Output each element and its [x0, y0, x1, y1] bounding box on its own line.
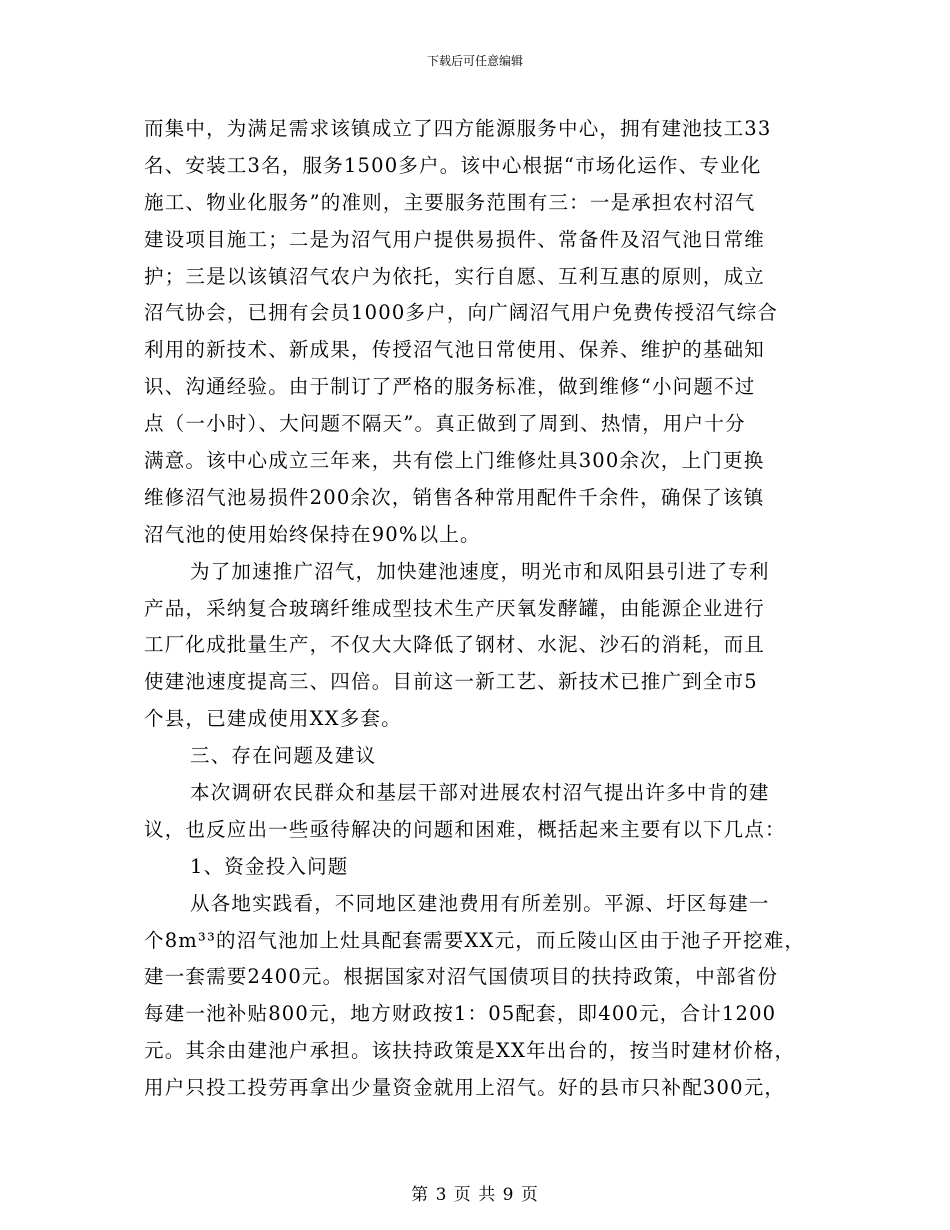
text-line: 使建池速度提高三、四倍。目前这一新工艺、新技术已推广到全市5	[144, 670, 758, 694]
text-line: 个8m³³的沼气池加上灶具配套需要XX元，而丘陵山区由于池子开挖难，	[144, 928, 806, 952]
text-line: 满意。该中心成立三年来，共有偿上门维修灶具300余次，上门更换	[144, 449, 765, 473]
paragraph-start-line: 本次调研农民群众和基层干部对进展农村沼气提出许多中肯的建	[190, 781, 770, 805]
text-line: 每建一池补贴800元，地方财政按1：05配套，即400元，合计1200	[144, 1002, 777, 1026]
text-line: 维修沼气池易损件200余次，销售各种常用配件千余件，确保了该镇	[144, 485, 765, 509]
subsection-heading: 1、资金投入问题	[190, 854, 349, 878]
text-line: 而集中，为满足需求该镇成立了四方能源服务中心，拥有建池技工33	[144, 117, 772, 140]
text-line: 议，也反应出一些亟待解决的问题和困难，概括起来主要有以下几点：	[144, 817, 786, 841]
text-line: 沼气池的使用始终保持在90%以上。	[144, 522, 481, 546]
paragraph-start-line: 为了加速推广沼气，加快建池速度，明光市和凤阳县引进了专利	[190, 559, 770, 583]
text-line: 施工、物业化服务”的准则，主要服务范围有三：一是承担农村沼气	[144, 190, 756, 214]
text-line: 用户只投工投劳再拿出少量资金就用上沼气。好的县市只补配300元，	[144, 1076, 786, 1100]
text-line: 点（一小时）、大问题不隔天”。真正做到了周到、热情，用户十分	[144, 412, 746, 436]
text-line: 护；三是以该镇沼气农户为依托，实行自愿、互利互惠的原则，成立	[144, 264, 766, 288]
text-line: 识、沟通经验。由于制订了严格的服务标准，做到维修“小问题不过	[144, 375, 756, 399]
section-heading: 三、存在问题及建议	[190, 744, 377, 768]
text-line: 个县，已建成使用XX多套。	[144, 707, 402, 731]
header-note: 下载后可任意编辑	[426, 54, 523, 68]
text-line: 利用的新技术、新成果，传授沼气池日常使用、保养、维护的基础知	[144, 338, 766, 362]
text-line: 建一套需要2400元。根据国家对沼气国债项目的扶持政策，中部省份	[144, 965, 779, 989]
paragraph-start-line: 从各地实践看，不同地区建池费用有所差别。平源、圩区每建一	[190, 891, 770, 915]
text-line: 名、安装工3名，服务1500多户。该中心根据“市场化运作、专业化	[144, 153, 762, 177]
text-line: 工厂化成批量生产，不仅大大降低了钢材、水泥、沙石的消耗，而且	[144, 633, 766, 657]
text-line: 沼气协会，已拥有会员1000多户，向广阔沼气用户免费传授沼气综合	[144, 301, 779, 325]
page-number-footer: 第 3 页 共 9 页	[411, 1185, 539, 1205]
text-line: 元。其余由建池户承担。该扶持政策是XX年出台的，按当时建材价格，	[144, 1039, 796, 1063]
text-line: 产品，采纳复合玻璃纤维成型技术生产厌氧发酵罐，由能源企业进行	[144, 596, 766, 620]
document-body	[144, 111, 804, 1107]
text-line: 建设项目施工；二是为沼气用户提供易损件、常备件及沼气池日常维	[144, 227, 766, 251]
